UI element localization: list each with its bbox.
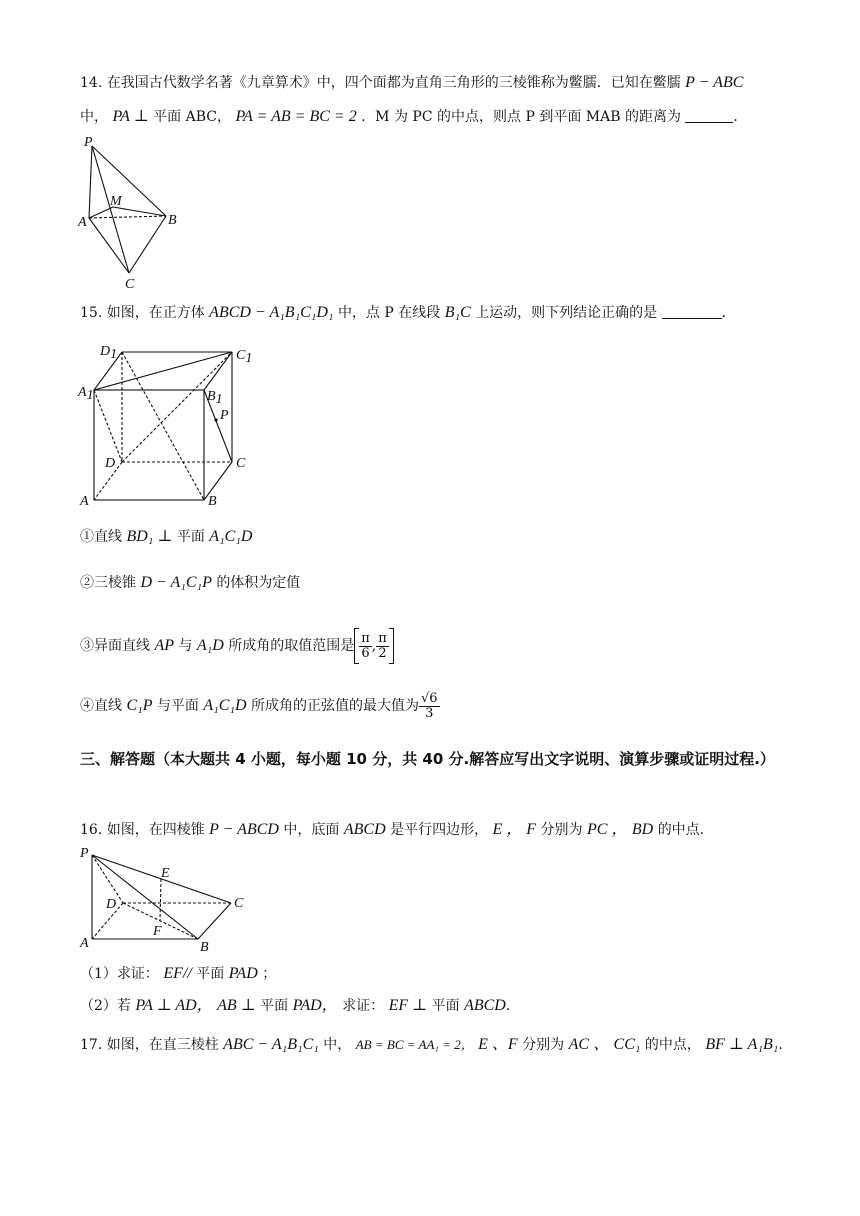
q15-label-d: D	[105, 456, 116, 471]
q15-opt3-frac-1	[359, 632, 372, 661]
q16-p2-pre: （2）若	[80, 998, 131, 1014]
q15-label-c1: C1	[236, 348, 253, 366]
q16-label-a: A	[80, 936, 89, 951]
q15-text-mid: 中，点 P 在线段	[337, 305, 441, 321]
q15-opt1-a: BD₁ ⊥	[126, 528, 173, 545]
q16-text-mid: 中，底面	[283, 822, 340, 838]
q15-text-pre: 如图，在正方体	[106, 305, 205, 321]
q15-opt1-pre: ①直线	[80, 529, 122, 545]
q16-p1-d: ；	[262, 966, 277, 982]
q15-opt3-frac-2	[376, 632, 389, 661]
q14-line2	[80, 107, 747, 127]
q14-text-2: ．M 为 PC 的中点，则点 P 到平面 MAB 的距离为	[361, 109, 681, 125]
q14-label-p: P	[84, 135, 93, 150]
q15-opt3-f1-num: π	[361, 630, 370, 646]
q15-opt4-d: 所成角的正弦值的最大值为	[250, 698, 419, 714]
q14-answer-blank[interactable]	[685, 108, 733, 123]
q14-text-zhong: 中，	[80, 109, 108, 125]
q16-label-c: C	[234, 896, 244, 911]
q16-pyramid-name: P − ABCD	[209, 821, 279, 838]
q15-opt3-comma: ,	[371, 638, 377, 654]
q16-text-mid2: 是平行四边形，	[390, 822, 489, 838]
q15-label-d1: D1	[100, 344, 118, 362]
q17-bf-perp: BF ⊥ A₁B₁	[705, 1036, 779, 1053]
q15-opt1-b: 平面	[176, 529, 205, 545]
q15-label-b: B	[208, 494, 217, 509]
q15-opt3-pre: ③异面直线	[80, 638, 150, 654]
q15-cube-name: ABCD − A₁B₁C₁D₁	[209, 304, 334, 321]
q15-opt2-pre: ②三棱锥	[80, 575, 136, 591]
q14-end: ．	[733, 109, 748, 125]
q15-label-c: C	[236, 456, 246, 471]
q17-text-mid3: 的中点，	[644, 1037, 701, 1053]
q17-ef: E 、F	[478, 1036, 518, 1053]
q16-p1-a: EF//	[163, 965, 192, 982]
q16-label-b: B	[200, 940, 209, 955]
q17-text-mid: 中，	[323, 1037, 352, 1053]
q16-p1-b: 平面	[196, 966, 225, 982]
q15-opt4-b: 与平面	[156, 698, 199, 714]
q14-label-c: C	[125, 277, 135, 292]
q15-opt3-b: 与	[178, 638, 193, 654]
q17-ac: AC 、	[568, 1036, 610, 1053]
q16-p2-h: ABCD	[464, 997, 506, 1014]
q15-opt3-f1-den: 6	[361, 645, 370, 661]
q16-base: ABCD	[343, 821, 386, 838]
q15-opt4-f-num: √6	[420, 690, 438, 706]
q16-text-post: 的中点.	[657, 822, 705, 838]
q16-p1-c: PAD	[228, 965, 258, 982]
q15-opt3-d: 所成角的取值范围是	[228, 638, 355, 654]
q15-opt3-right-bracket	[389, 628, 394, 664]
q15-opt4-frac	[419, 692, 440, 721]
q15-opt3-f2-den: 2	[378, 645, 387, 661]
q15-figure	[76, 340, 256, 512]
section-3-heading: 三、解答题（本大题共 4 小题，每小题 10 分，共 40 分.解答应写出文字说明、演算步骤或证明过程.）	[80, 750, 775, 768]
q16-label-p: P	[80, 846, 89, 861]
q16-p2-i: .	[505, 998, 511, 1014]
q15-label-a1: A1	[78, 385, 94, 403]
q16-figure	[76, 843, 256, 955]
q17-number: 17.	[80, 1037, 103, 1053]
q17-prism-name: ABC − A₁B₁C₁	[223, 1036, 319, 1053]
q17-text-mid2: 分别为	[522, 1037, 565, 1053]
q14-plane-abc: 平面 ABC，	[153, 109, 231, 125]
q17-end: .	[778, 1037, 783, 1053]
q15-label-p: P	[220, 408, 229, 423]
q15-opt4-pre: ④直线	[80, 698, 122, 714]
q16-bd: BD	[631, 821, 654, 838]
q14-pyramid-name: P − ABC	[685, 74, 744, 91]
q15-opt3-c: A₁D	[196, 637, 224, 654]
q16-p2-g: 平面	[431, 998, 460, 1014]
q16-line1	[80, 820, 704, 840]
q16-pc: PC ，	[587, 821, 628, 838]
q14-equality: PA = AB = BC = 2	[235, 108, 357, 125]
q14-figure	[76, 132, 186, 292]
q16-label-e: E	[161, 866, 170, 881]
q16-p2-f: EF ⊥	[388, 997, 428, 1014]
q16-p2-e: 求证：	[342, 998, 385, 1014]
q16-p1-pre: （1）求证：	[80, 966, 159, 982]
q14-label-b: B	[168, 213, 177, 228]
q15-option-4	[80, 688, 440, 728]
q15-opt3-a: AP	[154, 637, 174, 654]
q15-line1	[80, 303, 736, 323]
q16-ef: E ， F	[492, 821, 537, 838]
q14-label-m: M	[110, 194, 122, 209]
q16-label-d: D	[106, 897, 117, 912]
q16-label-f: F	[153, 924, 162, 939]
q15-opt1-c: A₁C₁D	[209, 528, 253, 545]
q16-text-pre: 如图，在四棱锥	[106, 822, 205, 838]
q16-part-1	[80, 964, 276, 984]
q16-part-2	[80, 996, 510, 1016]
q15-option-3	[80, 628, 394, 668]
q15-end: ．	[721, 305, 736, 321]
q17-line1	[80, 1035, 783, 1055]
q17-equality: AB = BC = AA₁ = 2，	[355, 1037, 474, 1052]
q15-answer-blank[interactable]	[662, 304, 722, 319]
q15-opt3-f2-num: π	[378, 630, 387, 646]
q16-p2-a: PA ⊥ AD，	[135, 997, 213, 1014]
q15-number: 15.	[80, 305, 103, 321]
q16-text-mid3: 分别为	[540, 822, 583, 838]
q14-label-a: A	[78, 215, 87, 230]
q15-opt4-a: C₁P	[126, 697, 153, 714]
q15-option-1	[80, 527, 252, 547]
q14-number: 14.	[80, 75, 103, 91]
q15-opt2-b: 的体积为定值	[216, 575, 301, 591]
q15-segment: B₁C	[444, 304, 471, 321]
q15-text-post: 上运动，则下列结论正确的是	[475, 305, 658, 321]
q14-text-1: 在我国古代数学名著《九章算术》中，四个面都为直角三角形的三棱锥称为鳖臑．已知在鳖臑	[106, 75, 681, 91]
q14-pa-perp: PA ⊥	[112, 108, 149, 125]
q15-label-b1: B1	[207, 389, 223, 407]
q14-line1	[80, 73, 743, 93]
q15-option-2	[80, 573, 300, 593]
q17-text-pre: 如图，在直三棱柱	[106, 1037, 219, 1053]
q17-cc1: CC₁	[613, 1036, 641, 1053]
q16-number: 16.	[80, 822, 103, 838]
q15-label-a: A	[80, 494, 89, 509]
q15-opt2-a: D − A₁C₁P	[140, 574, 212, 591]
q16-p2-c: 平面	[260, 998, 289, 1014]
q15-opt4-c: A₁C₁D	[203, 697, 247, 714]
q16-p2-d: PAD，	[292, 997, 338, 1014]
q16-p2-b: AB ⊥	[217, 997, 256, 1014]
q15-opt4-f-den: 3	[425, 705, 434, 721]
